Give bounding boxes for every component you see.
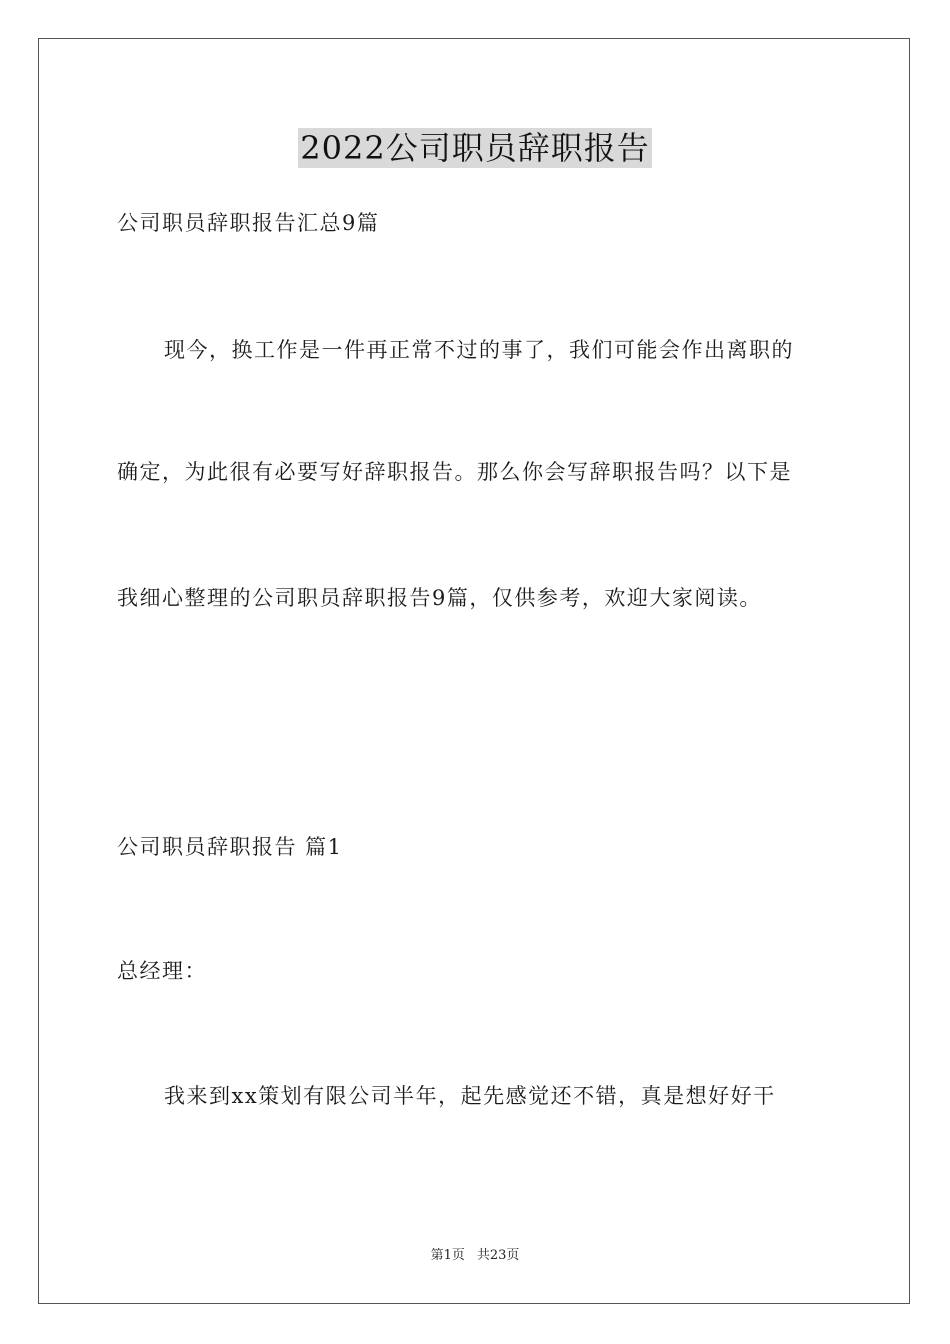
title-container xyxy=(0,128,950,168)
section-1-heading: 公司职员辞职报告 篇1 xyxy=(117,835,343,859)
paragraph-1-line-3: 我细心整理的公司职员辞职报告9篇，仅供参考，欢迎大家阅读。 xyxy=(117,586,762,610)
document-title: 2022公司职员辞职报告 xyxy=(300,129,650,167)
paragraph-1-line-1: 现今，换工作是一件再正常不过的事了，我们可能会作出离职的 xyxy=(164,338,794,362)
page-number: 第1页 xyxy=(430,1248,465,1263)
document-subtitle: 公司职员辞职报告汇总9篇 xyxy=(117,211,380,235)
salutation: 总经理： xyxy=(117,959,207,983)
paragraph-1-line-2: 确定，为此很有必要写好辞职报告。那么你会写辞职报告吗？以下是 xyxy=(117,460,792,484)
page-footer xyxy=(0,1247,950,1265)
body-line-1: 我来到xx策划有限公司半年，起先感觉还不错，真是想好好干 xyxy=(164,1084,776,1108)
page-total: 共23页 xyxy=(476,1248,520,1263)
